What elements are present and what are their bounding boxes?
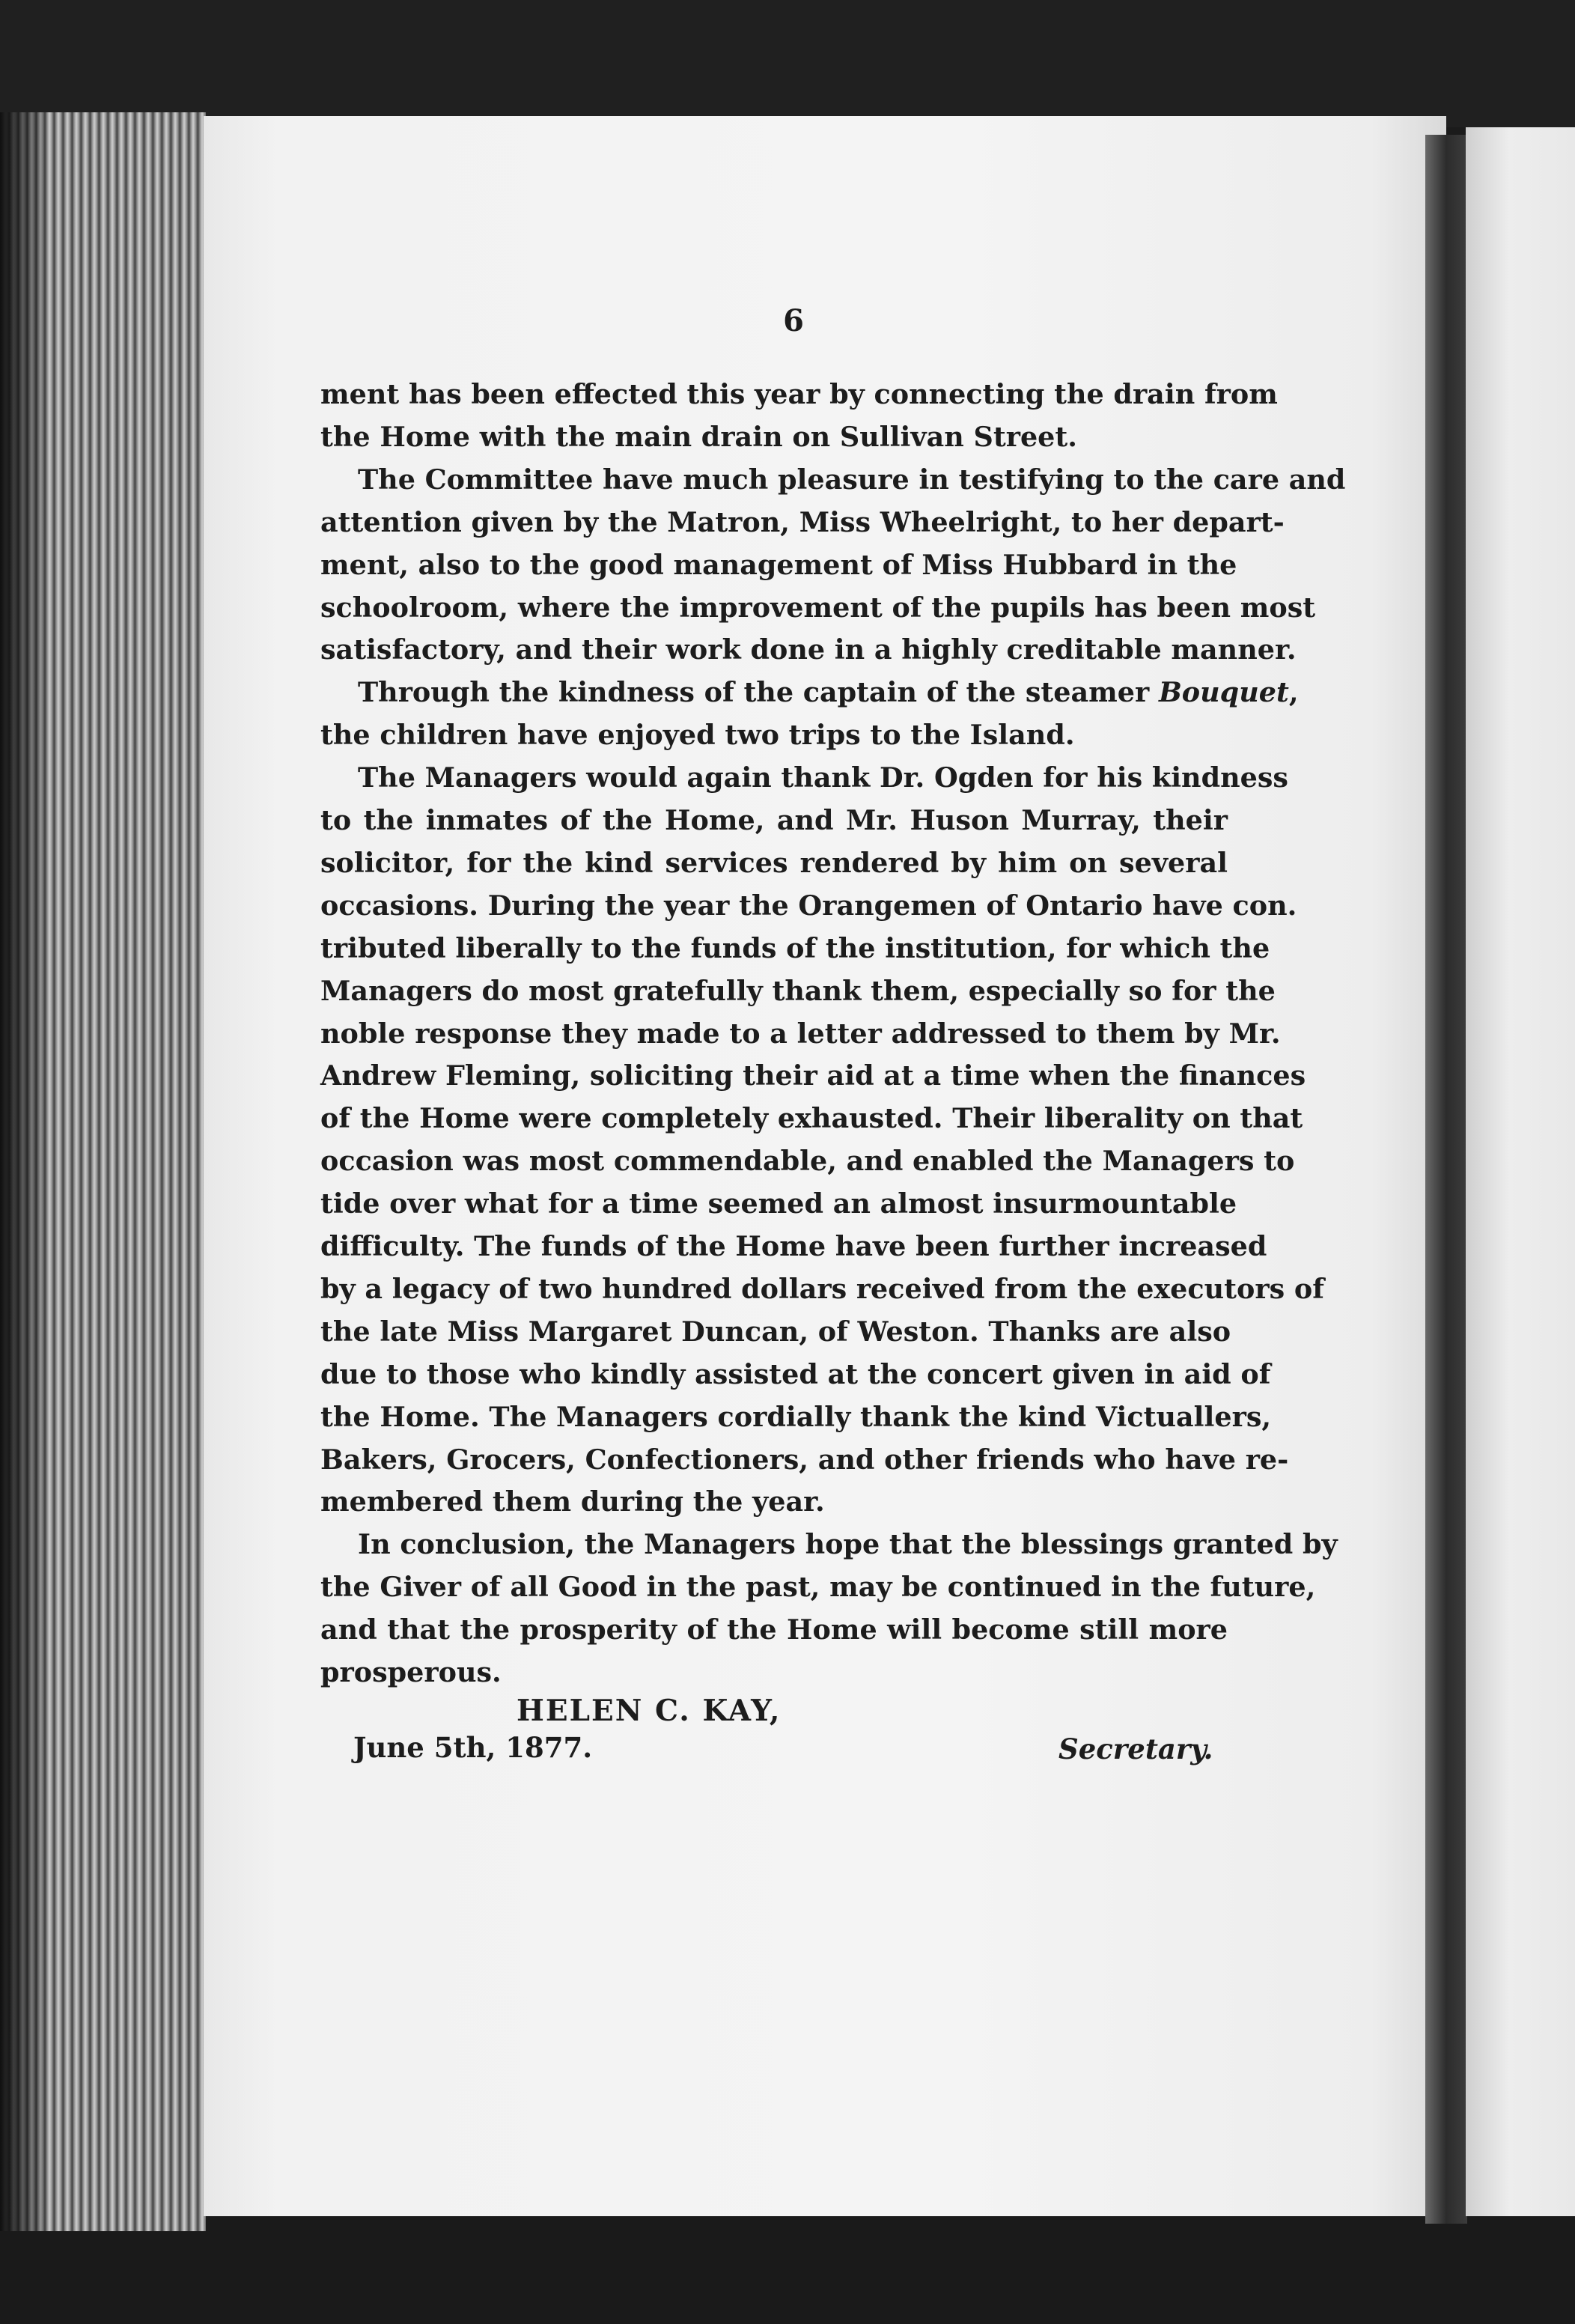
text-line: Bakers, Grocers, Confectioners, and other friends who have re- <box>320 1443 1289 1476</box>
book-gutter <box>1425 135 1467 2224</box>
text-line: occasions. During the year the Orangemen of Ontario have con. <box>320 889 1297 922</box>
text-line: attention given by the Matron, Miss Wheelright, to her depart- <box>320 505 1285 538</box>
text-line: prosperous. <box>320 1656 502 1688</box>
signature-date: June 5th, 1877. <box>353 1731 593 1764</box>
text-line: schoolroom, where the improvement of the pupils has been most <box>320 591 1316 624</box>
signature-title: Secretary. <box>1058 1733 1213 1765</box>
text-line: difficulty. The funds of the Home have been further increased <box>320 1230 1267 1262</box>
facing-page <box>1466 127 1575 2216</box>
text-line: tide over what for a time seemed an almost insurmountable <box>320 1187 1237 1220</box>
book-edge-shadow <box>0 112 45 2231</box>
text-line: In conclusion, the Managers hope that the blessings granted by <box>358 1528 1338 1561</box>
text-line: to the inmates of the Home, and Mr. Huson Murray, their <box>320 804 1228 836</box>
text-line: the Home with the main drain on Sullivan Street. <box>320 420 1077 453</box>
scanner-background-top <box>0 0 1575 127</box>
text-line: of the Home were completely exhausted. Their liberality on that <box>320 1102 1303 1135</box>
text-line: tributed liberally to the funds of the institution, for which the <box>320 931 1270 964</box>
text-line: membered them during the year. <box>320 1485 825 1518</box>
page-number: 6 <box>783 303 804 338</box>
text-line: the Home. The Managers cordially thank the kind Victuallers, <box>320 1400 1272 1433</box>
text-line: the Giver of all Good in the past, may be continued in the future, <box>320 1571 1316 1604</box>
text-line: by a legacy of two hundred dollars received from the executors of <box>320 1272 1324 1305</box>
text-line: Through the kindness of the captain of the steamer Bouquet <box>358 676 1289 709</box>
text-line: noble response they made to a letter addressed to them by Mr. <box>320 1017 1281 1050</box>
text-line: satisfactory, and their work done in a highly creditable manner. <box>320 633 1297 666</box>
ship-name: Bouquet <box>1158 676 1289 709</box>
text-line: the late Miss Margaret Duncan, of Weston. Thanks are also <box>320 1315 1231 1348</box>
text-line: The Committee have much pleasure in testifying to the care and <box>358 463 1346 496</box>
text-line: ment has been effected this year by connecting the drain from <box>320 378 1278 410</box>
text-line: occasion was most commendable, and enabled the Managers to <box>320 1145 1295 1178</box>
text-line: Andrew Fleming, soliciting their aid at a time when the finances <box>320 1059 1306 1092</box>
text-line: Managers do most gratefully thank them, especially so for the <box>320 974 1276 1007</box>
text-line: the children have enjoyed two trips to the Island. <box>320 719 1075 752</box>
text-line: due to those who kindly assisted at the concert given in aid of <box>320 1357 1271 1390</box>
text-line: and that the prosperity of the Home will become still more <box>320 1613 1228 1646</box>
text-line: The Managers would again thank Dr. Ogden for his kindness <box>358 761 1288 794</box>
text-line: ment, also to the good management of Miss Hubbard in the <box>320 548 1237 581</box>
signature-name: HELEN C. KAY, <box>517 1694 782 1728</box>
text-line: solicitor, for the kind services rendered by him on several <box>320 846 1228 879</box>
scanner-background-bottom <box>0 2216 1575 2324</box>
